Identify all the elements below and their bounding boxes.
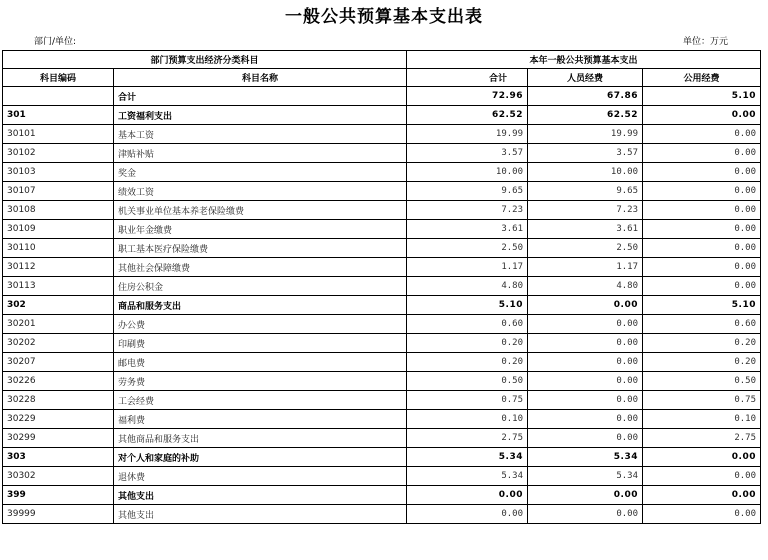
cell-total: 7.23	[407, 201, 528, 220]
table-row	[3, 239, 761, 258]
cell-code: 30226	[3, 372, 114, 391]
cell-personnel: 1.17	[528, 258, 643, 277]
cell-code: 30113	[3, 277, 114, 296]
table-row	[3, 87, 761, 106]
cell-total: 0.10	[407, 410, 528, 429]
cell-public: 5.10	[643, 296, 761, 315]
cell-public: 5.10	[643, 87, 761, 106]
cell-public: 0.00	[643, 486, 761, 505]
table-row	[3, 334, 761, 353]
cell-public: 0.50	[643, 372, 761, 391]
cell-total: 5.10	[407, 296, 528, 315]
cell-total: 9.65	[407, 182, 528, 201]
header-public: 公用经费	[643, 69, 761, 87]
cell-personnel: 3.61	[528, 220, 643, 239]
cell-total: 2.75	[407, 429, 528, 448]
cell-total: 3.57	[407, 144, 528, 163]
cell-total: 4.80	[407, 277, 528, 296]
cell-total: 0.20	[407, 334, 528, 353]
cell-code	[3, 87, 114, 106]
header-name: 科目名称	[114, 69, 407, 87]
header-group-left: 部门预算支出经济分类科目	[3, 51, 407, 69]
cell-code: 301	[3, 106, 114, 125]
table-row	[3, 258, 761, 277]
cell-public: 0.00	[643, 163, 761, 182]
cell-name: 合计	[114, 87, 407, 106]
unit-label: 单位：万元	[682, 37, 728, 47]
cell-public: 0.75	[643, 391, 761, 410]
cell-code: 30299	[3, 429, 114, 448]
cell-total: 10.00	[407, 163, 528, 182]
cell-name: 退休费	[114, 467, 407, 486]
cell-personnel: 0.00	[528, 296, 643, 315]
header-group-row	[3, 51, 761, 69]
cell-personnel: 4.80	[528, 277, 643, 296]
dept-label: 部门/单位:	[34, 37, 77, 47]
cell-personnel: 10.00	[528, 163, 643, 182]
header-total: 合计	[407, 69, 528, 87]
cell-name: 印刷费	[114, 334, 407, 353]
cell-code: 30229	[3, 410, 114, 429]
cell-name: 邮电费	[114, 353, 407, 372]
cell-public: 0.00	[643, 220, 761, 239]
cell-code: 30103	[3, 163, 114, 182]
cell-personnel: 7.23	[528, 201, 643, 220]
table-row	[3, 467, 761, 486]
cell-personnel: 3.57	[528, 144, 643, 163]
table-row	[3, 372, 761, 391]
cell-code: 30110	[3, 239, 114, 258]
cell-total: 3.61	[407, 220, 528, 239]
cell-personnel: 62.52	[528, 106, 643, 125]
cell-public: 0.00	[643, 182, 761, 201]
cell-name: 奖金	[114, 163, 407, 182]
cell-name: 劳务费	[114, 372, 407, 391]
cell-code: 30109	[3, 220, 114, 239]
cell-name: 办公费	[114, 315, 407, 334]
cell-total: 0.00	[407, 486, 528, 505]
cell-public: 0.00	[643, 277, 761, 296]
table-row	[3, 144, 761, 163]
cell-name: 基本工资	[114, 125, 407, 144]
table-row	[3, 505, 761, 524]
cell-name: 工资福利支出	[114, 106, 407, 125]
cell-code: 399	[3, 486, 114, 505]
cell-name: 其他社会保障缴费	[114, 258, 407, 277]
cell-code: 30101	[3, 125, 114, 144]
table-row	[3, 182, 761, 201]
table-row	[3, 429, 761, 448]
cell-total: 62.52	[407, 106, 528, 125]
cell-total: 0.20	[407, 353, 528, 372]
cell-code: 30201	[3, 315, 114, 334]
cell-personnel: 19.99	[528, 125, 643, 144]
cell-total: 5.34	[407, 448, 528, 467]
cell-code: 39999	[3, 505, 114, 524]
table-row	[3, 448, 761, 467]
cell-name: 商品和服务支出	[114, 296, 407, 315]
cell-code: 30108	[3, 201, 114, 220]
cell-personnel: 5.34	[528, 467, 643, 486]
cell-public: 0.00	[643, 258, 761, 277]
table-row	[3, 106, 761, 125]
table-row	[3, 125, 761, 144]
table-row	[3, 410, 761, 429]
cell-total: 5.34	[407, 467, 528, 486]
report-title: 一般公共预算基本支出表	[285, 7, 483, 27]
table-row	[3, 163, 761, 182]
table-row	[3, 220, 761, 239]
cell-public: 2.75	[643, 429, 761, 448]
cell-code: 30112	[3, 258, 114, 277]
table-row	[3, 201, 761, 220]
cell-name: 对个人和家庭的补助	[114, 448, 407, 467]
cell-name: 机关事业单位基本养老保险缴费	[114, 201, 407, 220]
cell-personnel: 0.00	[528, 486, 643, 505]
cell-name: 其他商品和服务支出	[114, 429, 407, 448]
cell-total: 1.17	[407, 258, 528, 277]
table-row	[3, 277, 761, 296]
cell-personnel: 0.00	[528, 410, 643, 429]
cell-public: 0.20	[643, 334, 761, 353]
cell-personnel: 0.00	[528, 505, 643, 524]
table-row	[3, 486, 761, 505]
header-code: 科目编码	[3, 69, 114, 87]
cell-total: 2.50	[407, 239, 528, 258]
cell-personnel: 0.00	[528, 429, 643, 448]
table-row	[3, 353, 761, 372]
cell-public: 0.00	[643, 144, 761, 163]
cell-public: 0.00	[643, 448, 761, 467]
cell-personnel: 0.00	[528, 334, 643, 353]
cell-public: 0.10	[643, 410, 761, 429]
cell-code: 30102	[3, 144, 114, 163]
cell-public: 0.60	[643, 315, 761, 334]
cell-name: 绩效工资	[114, 182, 407, 201]
table-row	[3, 315, 761, 334]
cell-total: 0.00	[407, 505, 528, 524]
budget-table	[2, 50, 761, 524]
cell-name: 福利费	[114, 410, 407, 429]
cell-name: 其他支出	[114, 486, 407, 505]
cell-code: 30202	[3, 334, 114, 353]
header-row	[3, 69, 761, 87]
cell-public: 0.00	[643, 239, 761, 258]
cell-personnel: 0.00	[528, 372, 643, 391]
cell-code: 30302	[3, 467, 114, 486]
cell-personnel: 0.00	[528, 391, 643, 410]
cell-name: 职工基本医疗保险缴费	[114, 239, 407, 258]
cell-total: 19.99	[407, 125, 528, 144]
header-group-right: 本年一般公共预算基本支出	[407, 51, 761, 69]
cell-public: 0.00	[643, 505, 761, 524]
cell-name: 工会经费	[114, 391, 407, 410]
cell-personnel: 67.86	[528, 87, 643, 106]
cell-personnel: 0.00	[528, 315, 643, 334]
table-row	[3, 391, 761, 410]
cell-public: 0.00	[643, 201, 761, 220]
cell-personnel: 5.34	[528, 448, 643, 467]
cell-total: 0.50	[407, 372, 528, 391]
cell-public: 0.20	[643, 353, 761, 372]
cell-name: 其他支出	[114, 505, 407, 524]
cell-public: 0.00	[643, 106, 761, 125]
cell-code: 30107	[3, 182, 114, 201]
cell-public: 0.00	[643, 467, 761, 486]
table-row	[3, 296, 761, 315]
cell-code: 30207	[3, 353, 114, 372]
cell-name: 津贴补贴	[114, 144, 407, 163]
header-personnel: 人员经费	[528, 69, 643, 87]
cell-name: 住房公积金	[114, 277, 407, 296]
cell-code: 303	[3, 448, 114, 467]
cell-code: 30228	[3, 391, 114, 410]
cell-total: 72.96	[407, 87, 528, 106]
cell-personnel: 9.65	[528, 182, 643, 201]
cell-total: 0.60	[407, 315, 528, 334]
cell-personnel: 2.50	[528, 239, 643, 258]
cell-personnel: 0.00	[528, 353, 643, 372]
cell-code: 302	[3, 296, 114, 315]
cell-public: 0.00	[643, 125, 761, 144]
cell-name: 职业年金缴费	[114, 220, 407, 239]
cell-total: 0.75	[407, 391, 528, 410]
